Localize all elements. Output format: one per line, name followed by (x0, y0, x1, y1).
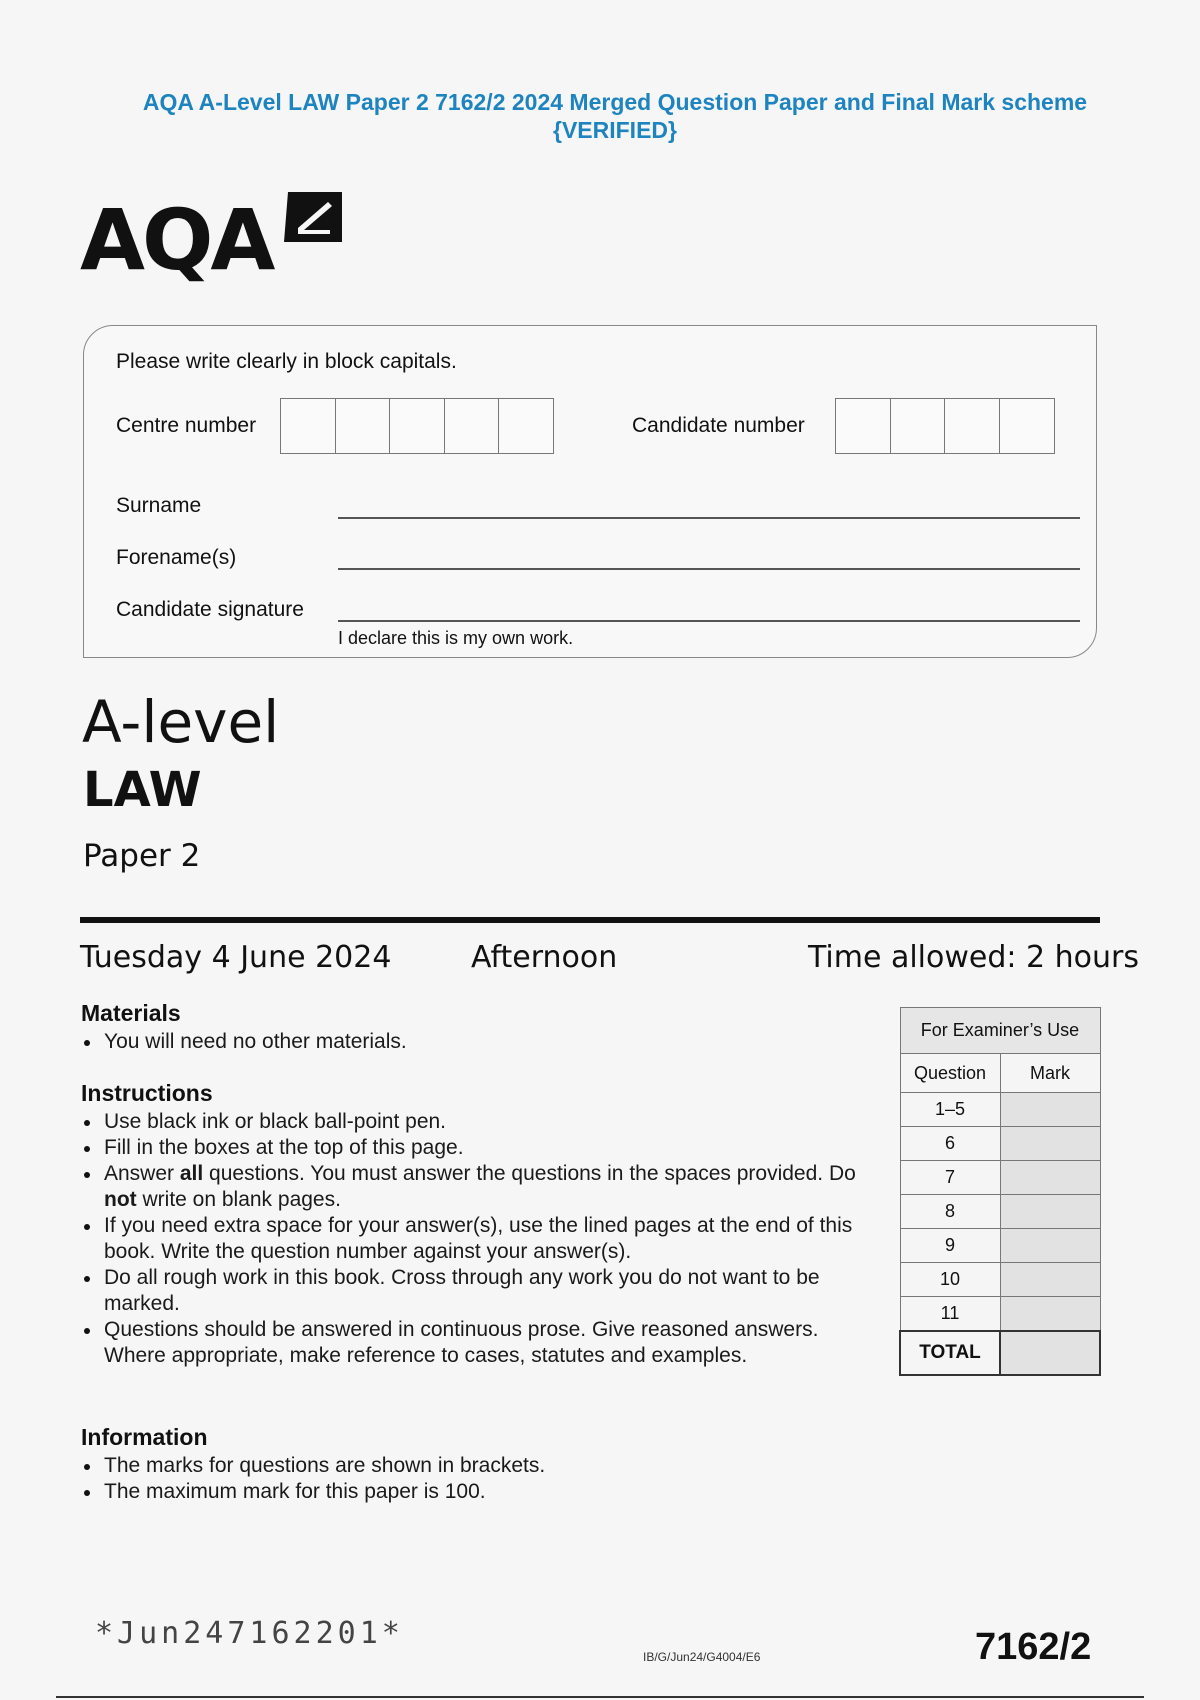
question-number: 11 (900, 1297, 1000, 1332)
candidate-details-box (83, 325, 1097, 658)
question-number: 10 (900, 1263, 1000, 1297)
mark-cell (1000, 1229, 1100, 1263)
paper-title: Paper 2 (83, 838, 201, 874)
candidate-number-boxes[interactable] (835, 398, 1053, 454)
mark-cell (1000, 1127, 1100, 1161)
instructions-section (81, 1080, 871, 1369)
mark-cell (1000, 1093, 1100, 1127)
forenames-label: Forename(s) (116, 546, 237, 569)
centre-number-digit-box[interactable] (444, 398, 500, 454)
question-column-header: Question (900, 1054, 1000, 1093)
mark-column-header: Mark (1000, 1054, 1100, 1093)
materials-section (81, 1000, 871, 1055)
signature-label: Candidate signature (116, 598, 304, 621)
information-section (81, 1424, 871, 1505)
emphasis-all: all (179, 1162, 204, 1185)
document-reference: IB/G/Jun24/G4004/E6 (643, 1650, 761, 1664)
surname-label: Surname (116, 494, 202, 517)
candidate-number-digit-box[interactable] (835, 398, 891, 454)
question-number: 8 (900, 1195, 1000, 1229)
mark-cell (1000, 1297, 1100, 1332)
table-row (900, 1297, 1100, 1332)
forenames-field[interactable] (338, 568, 1080, 570)
list-item: You will need no other materials. (81, 1029, 871, 1055)
total-row (900, 1331, 1100, 1375)
question-number: 6 (900, 1127, 1000, 1161)
aqa-logo-text: AQA (80, 191, 273, 289)
centre-number-boxes[interactable] (280, 398, 553, 454)
centre-number-digit-box[interactable] (389, 398, 445, 454)
paper-code: 7162/2 (975, 1626, 1092, 1668)
footer-divider (56, 1696, 1144, 1698)
total-label: TOTAL (900, 1331, 1000, 1375)
list-item: The marks for questions are shown in brackets. (81, 1453, 871, 1479)
question-number: 1–5 (900, 1093, 1000, 1127)
time-allowed: Time allowed: 2 hours (808, 940, 1140, 975)
exam-session: Afternoon (471, 940, 618, 975)
mark-cell (1000, 1263, 1100, 1297)
candidate-number-digit-box[interactable] (944, 398, 1000, 454)
qualification-level: A-level (82, 688, 280, 756)
surname-field[interactable] (338, 517, 1080, 519)
total-mark-cell (1000, 1331, 1100, 1375)
centre-number-digit-box[interactable] (335, 398, 391, 454)
aqa-logo-mark-icon (280, 188, 346, 246)
materials-heading: Materials (81, 1000, 181, 1026)
section-divider (80, 917, 1100, 923)
barcode-text: *Jun247162201* (95, 1616, 404, 1651)
examiners-use-title: For Examiner’s Use (900, 1008, 1100, 1054)
document-title (100, 88, 1130, 144)
document-title-line1: AQA A-Level LAW Paper 2 7162/2 2024 Merged Question Paper and Final Mark scheme (142, 89, 1088, 115)
table-row (900, 1195, 1100, 1229)
examiners-use-table (899, 1007, 1101, 1376)
candidate-number-digit-box[interactable] (999, 398, 1055, 454)
centre-number-digit-box[interactable] (280, 398, 336, 454)
table-row (900, 1263, 1100, 1297)
table-row (900, 1229, 1100, 1263)
table-row (900, 1161, 1100, 1195)
exam-date: Tuesday 4 June 2024 (80, 940, 392, 975)
aqa-logo (80, 188, 350, 288)
document-title-line2: {VERIFIED} (553, 117, 677, 143)
centre-number-label: Centre number (116, 414, 257, 437)
list-item: Questions should be answered in continuous prose. Give reasoned answers. Where appropriate, make reference to cases, statutes and examples. (81, 1317, 871, 1369)
signature-field[interactable] (338, 620, 1080, 622)
question-number: 7 (900, 1161, 1000, 1195)
candidate-number-label: Candidate number (632, 414, 805, 437)
emphasis-not: not (104, 1188, 137, 1211)
centre-number-digit-box[interactable] (498, 398, 554, 454)
table-row (900, 1093, 1100, 1127)
list-item: The maximum mark for this paper is 100. (81, 1479, 871, 1505)
candidate-number-digit-box[interactable] (890, 398, 946, 454)
declaration-text: I declare this is my own work. (338, 628, 574, 648)
information-heading: Information (81, 1424, 208, 1450)
list-item: If you need extra space for your answer(s), use the lined pages at the end of this book. Write the question number against your answer(s). (81, 1213, 871, 1265)
question-number: 9 (900, 1229, 1000, 1263)
mark-cell (1000, 1195, 1100, 1229)
block-capitals-instruction: Please write clearly in block capitals. (116, 350, 457, 373)
subject-title: LAW (83, 762, 202, 818)
list-item: Fill in the boxes at the top of this page. (81, 1135, 871, 1161)
list-item: Answer all questions. You must answer the questions in the spaces provided. Do not write on blank pages. (81, 1161, 871, 1213)
list-item: Do all rough work in this book. Cross through any work you do not want to be marked. (81, 1265, 871, 1317)
table-row (900, 1127, 1100, 1161)
mark-cell (1000, 1161, 1100, 1195)
list-item: Use black ink or black ball-point pen. (81, 1109, 871, 1135)
instructions-heading: Instructions (81, 1080, 213, 1106)
